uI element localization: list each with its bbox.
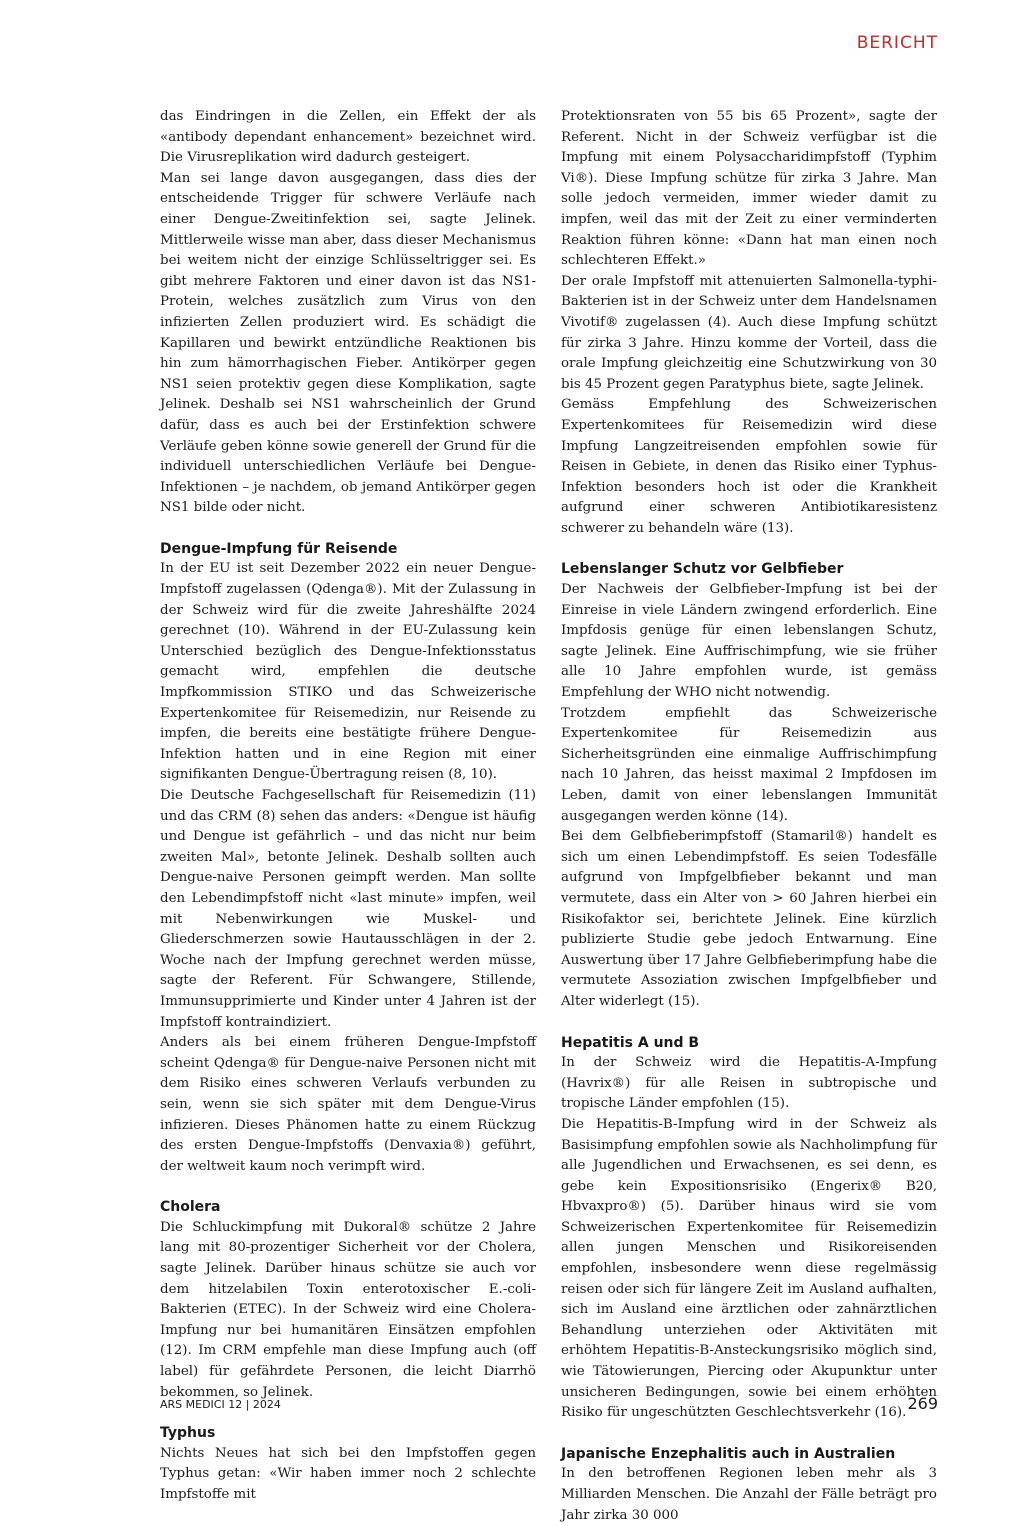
paragraph: Bei dem Gelbfieberimpfstoff (Stamaril®) handelt es sich um einen Lebendimpfstoff. Es seien Todesfälle aufgrund von Impfgelbfieber bekannt und man vermutete, dass ein Alter von > 60 Jahren hierbei ein Risikofaktor sei, berichtete Jelinek. Eine kürzlich publizierte Studie gebe jedoch Entwarnung. Eine Auswertung über 17 Jahre Gelbfieberimpfung habe die vermutete Assoziation zwischen Impfgelbfieber und Alter widerlegt (15). — [561, 829, 937, 1009]
paragraph: Die Hepatitis-B-Impfung wird in der Schweiz als Basisimpfung empfohlen sowie als Nachholimpfung für alle Jugendlichen und Erwachsenen, es sei denn, es gebe kein Expositionsrisiko (Engerix® B20, Hbvaxpro®) (5). Darüber hinaus wird sie vom Schweizerischen Expertenkomitee für Reisemedizin allen jungen Menschen und Risikoreisenden empfohlen, insbesondere wenn diese regelmässig reisen oder sich für längere Zeit im Ausland aufhalten, sich im Ausland eine ärztlichen oder zahnärztlichen Behandlung unterziehen oder Aktivitäten mit erhöhtem Hepatitis-B-Ansteckungsrisiko möglich sind, wie Tätowierungen, Piercing oder Akupunktur unter unsicheren Bedingungen, sowie bei einem erhöhten Risiko für ungeschützten Geschlechtsverkehr (16). — [561, 1116, 937, 1421]
heading-yellow-fever: Lebenslanger Schutz vor Gelbfieber — [561, 561, 844, 578]
paragraph: Der Nachweis der Gelbfieber-Impfung ist bei der Einreise in viele Ländern zwingend erforderlich. Eine Impfdosis genüge für einen lebenslangen Schutz, sagte Jelinek. Eine Auffrischimpfung, wie sie früher alle 10 Jahre empfohlen wurde, ist gemäss Empfehlung der WHO nicht notwendig. — [561, 582, 937, 701]
heading-cholera: Cholera — [160, 1199, 221, 1216]
paragraph: Trotzdem empfiehlt das Schweizerische Expertenkomitee für Reisemedizin aus Sicherheitsgründen eine einmalige Auffrischimpfung nach 10 Jahren, das heisst maximal 2 Impfdosen im Leben, damit von einer lebenslangen Immunität ausgegangen werden könne (14). — [561, 705, 937, 824]
heading-hepatitis: Hepatitis A und B — [561, 1034, 700, 1051]
paragraph: In der Schweiz wird die Hepatitis-A-Impfung (Havrix®) für alle Reisen in subtropische und tropische Länder empfohlen (15). — [561, 1055, 937, 1112]
paragraph: In den betroffenen Regionen leben mehr als 3 Milliarden Menschen. Die Anzahl der Fälle beträgt pro Jahr zirka 30 000 — [561, 1466, 937, 1523]
paragraph: Nichts Neues hat sich bei den Impfstoffen gegen Typhus getan: «Wir haben immer noch 2 schlechte Impfstoffe mit — [160, 1445, 536, 1502]
right-column — [561, 107, 937, 1526]
journal-issue: ARS MEDICI 12 | 2024 — [160, 1398, 281, 1411]
heading-typhus: Typhus — [160, 1425, 216, 1442]
paragraph: Der orale Impfstoff mit attenuierten Salmonella-typhi-Bakterien ist in der Schweiz unter dem Handelsnamen Vivotif® zugelassen (4). Auch diese Impfung schützt für zirka 3 Jahre. Hinzu komme der Vorteil, dass die orale Impfung gleichzeitig eine Schutzwirkung von 30 bis 45 Prozent gegen Paratyphus biete, sagte Jelinek. — [561, 273, 937, 392]
paragraph: Die Deutsche Fachgesellschaft für Reisemedizin (11) und das CRM (8) sehen das anders: «Dengue ist häufig und Dengue ist gefährlich – und das nicht nur beim zweiten Mal», betonte Jelinek. Deshalb sollten auch Dengue-naive Personen geimpft werden. Man sollte den Lebendimpfstoff nicht «last minute» impfen, weil mit Nebenwirkungen wie Muskel- und Gliederschmerzen sowie Hautausschlägen in der 2. Woche nach der Impfung gerechnet werden müsse, sagte der Referent. Für Schwangere, Stillende, Immunsupprimierte und Kinder unter 4 Jahren ist der Impfstoff kontraindiziert. — [160, 788, 536, 1030]
paragraph: In der EU ist seit Dezember 2022 ein neuer Dengue-Impfstoff zugelassen (Qdenga®). Mit der Zulassung in der Schweiz wird für die zweite Jahreshälfte 2024 gerechnet (10). Während in der EU-Zulassung kein Unterschied bezüglich des Dengue-Infektionsstatus gemacht wird, empfehlen die deutsche Impfkommission STIKO und das Schweizerische Expertenkomitee für Reisemedizin, nur Reisende zu impfen, die bereits eine bestätigte frühere Dengue-Infektion hatten und in eine Region mit einer signifikanten Dengue-Übertragung reisen (8, 10). — [160, 561, 536, 783]
paragraph: das Eindringen in die Zellen, ein Effekt der als «antibody dependant enhancement» bezeichnet wird. Die Virusreplikation wird dadurch gesteigert. — [160, 109, 536, 166]
page-number: 269 — [907, 1394, 938, 1413]
section-label: BERICHT — [856, 33, 938, 53]
heading-dengue-vaccination: Dengue-Impfung für Reisende — [160, 540, 398, 557]
paragraph: Protektionsraten von 55 bis 65 Prozent», sagte der Referent. Nicht in der Schweiz verfügbar ist die Impfung mit einem Polysaccharidimpfstoff (Typhim Vi®). Diese Impfung schütze für zirka 3 Jahre. Man solle jedoch vermeiden, immer wieder damit zu impfen, weil das mit der Zeit zu einer verminderten Reaktion führen könne: «Dann hat man einen noch schlechteren Effekt.» — [561, 109, 937, 269]
heading-japanese-encephalitis: Japanische Enzephalitis auch in Australien — [561, 1445, 896, 1462]
paragraph: Man sei lange davon ausgegangen, dass dies der entscheidende Trigger für schwere Verläufe nach einer Dengue-Zweitinfektion sei, sagte Jelinek. Mittlerweile wisse man aber, dass dieser Mechanismus bei weitem nicht der einzige Schlüsseltrigger sei. Es gibt mehrere Faktoren und einer davon ist das NS1-Protein, welches zusätzlich zum Virus von den infizierten Zellen produziert wird. Es schädigt die Kapillaren und bewirkt entzündliche Reaktionen bis hin zum hämorrhagischen Fieber. Antikörper gegen NS1 seien protektiv gegen diese Komplikation, sagte Jelinek. Deshalb sei NS1 wahrscheinlich der Grund dafür, dass es auch bei der Erstinfektion schwere Verläufe geben könne sowie generell der Grund für die individuell unterschiedlichen Verläufe bei Dengue-Infektionen – je nachdem, ob jemand Antikörper gegen NS1 bilde oder nicht. — [160, 170, 536, 516]
left-column — [160, 107, 536, 1506]
paragraph: Gemäss Empfehlung des Schweizerischen Expertenkomitees für Reisemedizin wird diese Impfung Langzeitreisenden empfohlen sowie für Reisen in Gebiete, in denen das Risiko einer Typhus-Infektion besonders hoch ist oder die Krankheit aufgrund einer schweren Antibiotikaresistenz schwerer zu behandeln wäre (13). — [561, 397, 937, 536]
paragraph: Anders als bei einem früheren Dengue-Impfstoff scheint Qdenga® für Dengue-naive Personen nicht mit dem Risiko eines schweren Verlaufs verbunden zu sein, wenn sie sich später mit dem Dengue-Virus infizieren. Dieses Phänomen hatte zu einem Rückzug des ersten Dengue-Impfstoffs (Denvaxia®) geführt, der weltweit kaum noch verimpft wird. — [160, 1035, 536, 1174]
paragraph: Die Schluckimpfung mit Dukoral® schütze 2 Jahre lang mit 80-prozentiger Sicherheit vor der Cholera, sagte Jelinek. Darüber hinaus schütze sie auch vor dem hitzelabilen Toxin enterotoxischer E.-coli-Bakterien (ETEC). In der Schweiz wird eine Cholera-Impfung nur bei humanitären Einsätzen empfohlen (12). Im CRM empfehle man diese Impfung auch (off label) für gefährdete Personen, die leicht Diarrhö bekommen, so Jelinek. — [160, 1219, 536, 1400]
